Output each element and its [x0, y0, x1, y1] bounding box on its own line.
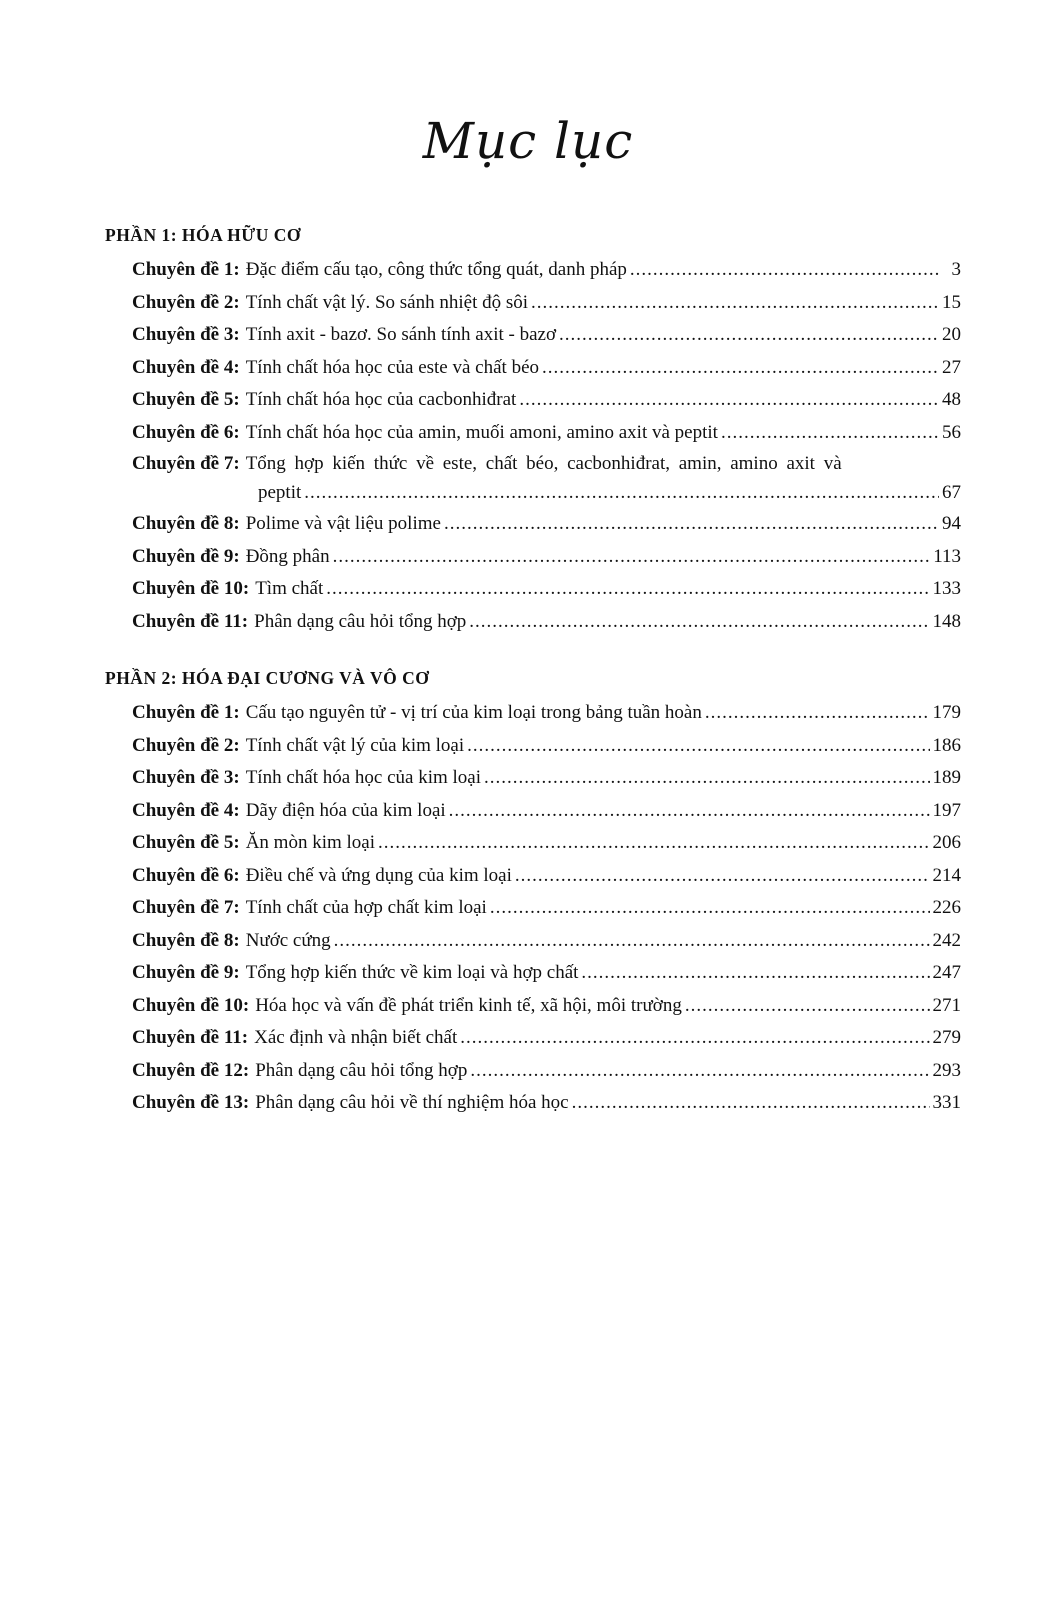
entry-label: Chuyên đề 5:: [132, 832, 240, 853]
entry-label: Chuyên đề 1:: [132, 702, 240, 723]
entry-label: Chuyên đề 6:: [132, 864, 240, 886]
entry-title: Tính chất hóa học của este và chất béo: [245, 356, 539, 378]
entry-page: 67: [942, 482, 961, 503]
entry-label: Chuyên đề 10:: [132, 578, 250, 599]
entry-label: Chuyên đề 1:: [132, 259, 240, 280]
entry-title-continued: peptit: [258, 482, 302, 503]
entry-label: Chuyên đề 13:: [132, 1092, 250, 1113]
entry-page: 293: [932, 1059, 961, 1081]
entry-page: 197: [932, 799, 961, 821]
entry-title: Tìm chất: [255, 578, 324, 599]
entry-label: Chuyên đề 11:: [132, 610, 249, 632]
entry-title: Phân dạng câu hỏi tổng hợp: [255, 1059, 468, 1081]
entry-page: 113: [933, 545, 961, 567]
toc-entry[interactable]: [132, 254, 961, 287]
entry-page: 331: [932, 1092, 961, 1113]
dot-leader: [444, 508, 939, 541]
entry-title: Phân dạng câu hỏi tổng hợp: [254, 610, 467, 632]
entry-title: Tính chất vật lý. So sánh nhiệt độ sôi: [245, 291, 529, 313]
toc-entry[interactable]: [132, 730, 961, 763]
entry-label: Chuyên đề 6:: [132, 421, 240, 443]
entry-page: 15: [942, 291, 961, 313]
entry-title: Điều chế và ứng dụng của kim loại: [245, 864, 512, 886]
dot-leader: [581, 957, 929, 990]
entry-label: Chuyên đề 4:: [132, 356, 240, 378]
page-title: Mục lục: [422, 112, 634, 170]
entry-page: 242: [932, 929, 961, 951]
entry-page: 206: [932, 832, 961, 853]
entry-label: Chuyên đề 4:: [132, 799, 240, 821]
toc-entry[interactable]: [132, 449, 961, 508]
entry-page: 179: [932, 702, 961, 723]
entry-title: Cấu tạo nguyên tử - vị trí của kim loại trong bảng tuần hoàn: [245, 702, 702, 723]
entry-label: Chuyên đề 11:: [132, 1027, 249, 1048]
entry-label: Chuyên đề 9:: [132, 962, 240, 983]
entry-title: Phân dạng câu hỏi về thí nghiệm hóa học: [255, 1092, 569, 1113]
dot-leader: [333, 541, 931, 574]
entry-page: 226: [932, 897, 961, 918]
toc-entry[interactable]: [132, 990, 961, 1023]
entry-title: Tổng hợp kiến thức về este, chất béo, cacbonhiđrat, amin, amino axit và: [245, 453, 842, 474]
entry-title: Tính chất vật lý của kim loại: [245, 734, 465, 756]
toc-entry[interactable]: [132, 957, 961, 990]
toc-entry[interactable]: [132, 287, 961, 320]
toc-entry[interactable]: [132, 508, 961, 541]
dot-leader: [460, 1022, 929, 1055]
entry-label: Chuyên đề 8:: [132, 929, 240, 951]
toc-entry[interactable]: [132, 925, 961, 958]
toc-entry[interactable]: [132, 697, 961, 730]
toc-entry[interactable]: [132, 319, 961, 352]
entry-title: Xác định và nhận biết chất: [254, 1027, 458, 1048]
entry-page: 186: [932, 734, 961, 756]
entry-title: Dãy điện hóa của kim loại: [245, 799, 446, 821]
entry-page: 271: [932, 994, 961, 1016]
entry-title: Đặc điểm cấu tạo, công thức tổng quát, danh pháp: [245, 259, 627, 280]
toc-entry[interactable]: [132, 573, 961, 606]
toc-entry[interactable]: [132, 1087, 961, 1120]
toc-entry[interactable]: [132, 1055, 961, 1088]
dot-leader: [449, 795, 930, 828]
entry-page: 20: [942, 324, 961, 345]
entry-label: Chuyên đề 5:: [132, 389, 240, 410]
dot-leader: [470, 1055, 929, 1088]
entry-line-2: [132, 478, 961, 508]
entry-page: 27: [942, 356, 961, 378]
dot-leader: [467, 730, 929, 763]
entry-title: Tổng hợp kiến thức về kim loại và hợp chất: [245, 962, 579, 983]
part-heading: PHẦN 1: HÓA HỮU CƠ: [105, 225, 301, 245]
toc-entry[interactable]: [132, 860, 961, 893]
entry-line-1: [132, 449, 961, 478]
entry-page: 279: [932, 1027, 961, 1048]
entry-label: Chuyên đề 10:: [132, 994, 250, 1016]
dot-leader: [542, 352, 939, 385]
dot-leader: [685, 990, 930, 1023]
entry-title: Polime và vật liệu polime: [245, 513, 441, 534]
entry-page: 133: [932, 578, 961, 599]
dot-leader: [572, 1087, 930, 1120]
dot-leader: [304, 478, 939, 507]
entry-title: Tính chất của hợp chất kim loại: [245, 897, 487, 918]
entry-page: 148: [932, 610, 961, 632]
toc-part-2: [105, 667, 961, 1120]
dot-leader: [721, 417, 939, 450]
toc-entry[interactable]: [132, 606, 961, 639]
entry-title: Tính chất hóa học của cacbonhiđrat: [245, 389, 517, 410]
toc-entry[interactable]: [132, 892, 961, 925]
entry-label: Chuyên đề 2:: [132, 734, 240, 756]
toc-entry[interactable]: [132, 762, 961, 795]
dot-leader: [519, 384, 939, 417]
entry-page: 3: [951, 259, 961, 280]
toc-part-1: [105, 224, 961, 638]
dot-leader: [484, 762, 930, 795]
entry-page: 56: [942, 421, 961, 443]
dot-leader: [515, 860, 930, 893]
dot-leader: [469, 606, 929, 639]
entry-title: Nước cứng: [245, 929, 331, 951]
dot-leader: [630, 254, 940, 287]
toc-entry[interactable]: [132, 1022, 961, 1055]
entry-page: 247: [932, 962, 961, 983]
entry-page: 214: [932, 864, 961, 886]
entry-label: Chuyên đề 7:: [132, 897, 240, 918]
entry-title: Đồng phân: [245, 545, 330, 567]
entry-title: Ăn mòn kim loại: [245, 832, 375, 853]
entry-label: Chuyên đề 7:: [132, 453, 240, 474]
entry-label: Chuyên đề 3:: [132, 324, 240, 345]
entry-label: Chuyên đề 3:: [132, 767, 240, 788]
toc-entry[interactable]: [132, 417, 961, 450]
entry-page: 48: [942, 389, 961, 410]
dot-leader: [490, 892, 930, 925]
toc-entry[interactable]: [132, 384, 961, 417]
dot-leader: [705, 697, 930, 730]
toc-entry[interactable]: [132, 795, 961, 828]
toc-entry[interactable]: [132, 827, 961, 860]
dot-leader: [378, 827, 930, 860]
dot-leader: [531, 287, 939, 320]
entry-title: Tính chất hóa học của kim loại: [245, 767, 481, 788]
part-heading: PHẦN 2: HÓA ĐẠI CƯƠNG VÀ VÔ CƠ: [105, 668, 430, 688]
entry-label: Chuyên đề 8:: [132, 513, 240, 534]
entry-label: Chuyên đề 12:: [132, 1059, 250, 1081]
entry-title: Tính axit - bazơ. So sánh tính axit - bazơ: [245, 324, 556, 345]
toc-entry[interactable]: [132, 352, 961, 385]
dot-leader: [334, 925, 930, 958]
entry-label: Chuyên đề 9:: [132, 545, 240, 567]
dot-leader: [559, 319, 939, 352]
entry-page: 189: [932, 767, 961, 788]
entry-title: Tính chất hóa học của amin, muối amoni, amino axit và peptit: [245, 421, 718, 443]
dot-leader: [326, 573, 929, 606]
entry-label: Chuyên đề 2:: [132, 291, 240, 313]
entry-page: 94: [942, 513, 961, 534]
entry-title: Hóa học và vấn đề phát triển kinh tế, xã hội, môi trường: [255, 994, 682, 1016]
toc-entry[interactable]: [132, 541, 961, 574]
